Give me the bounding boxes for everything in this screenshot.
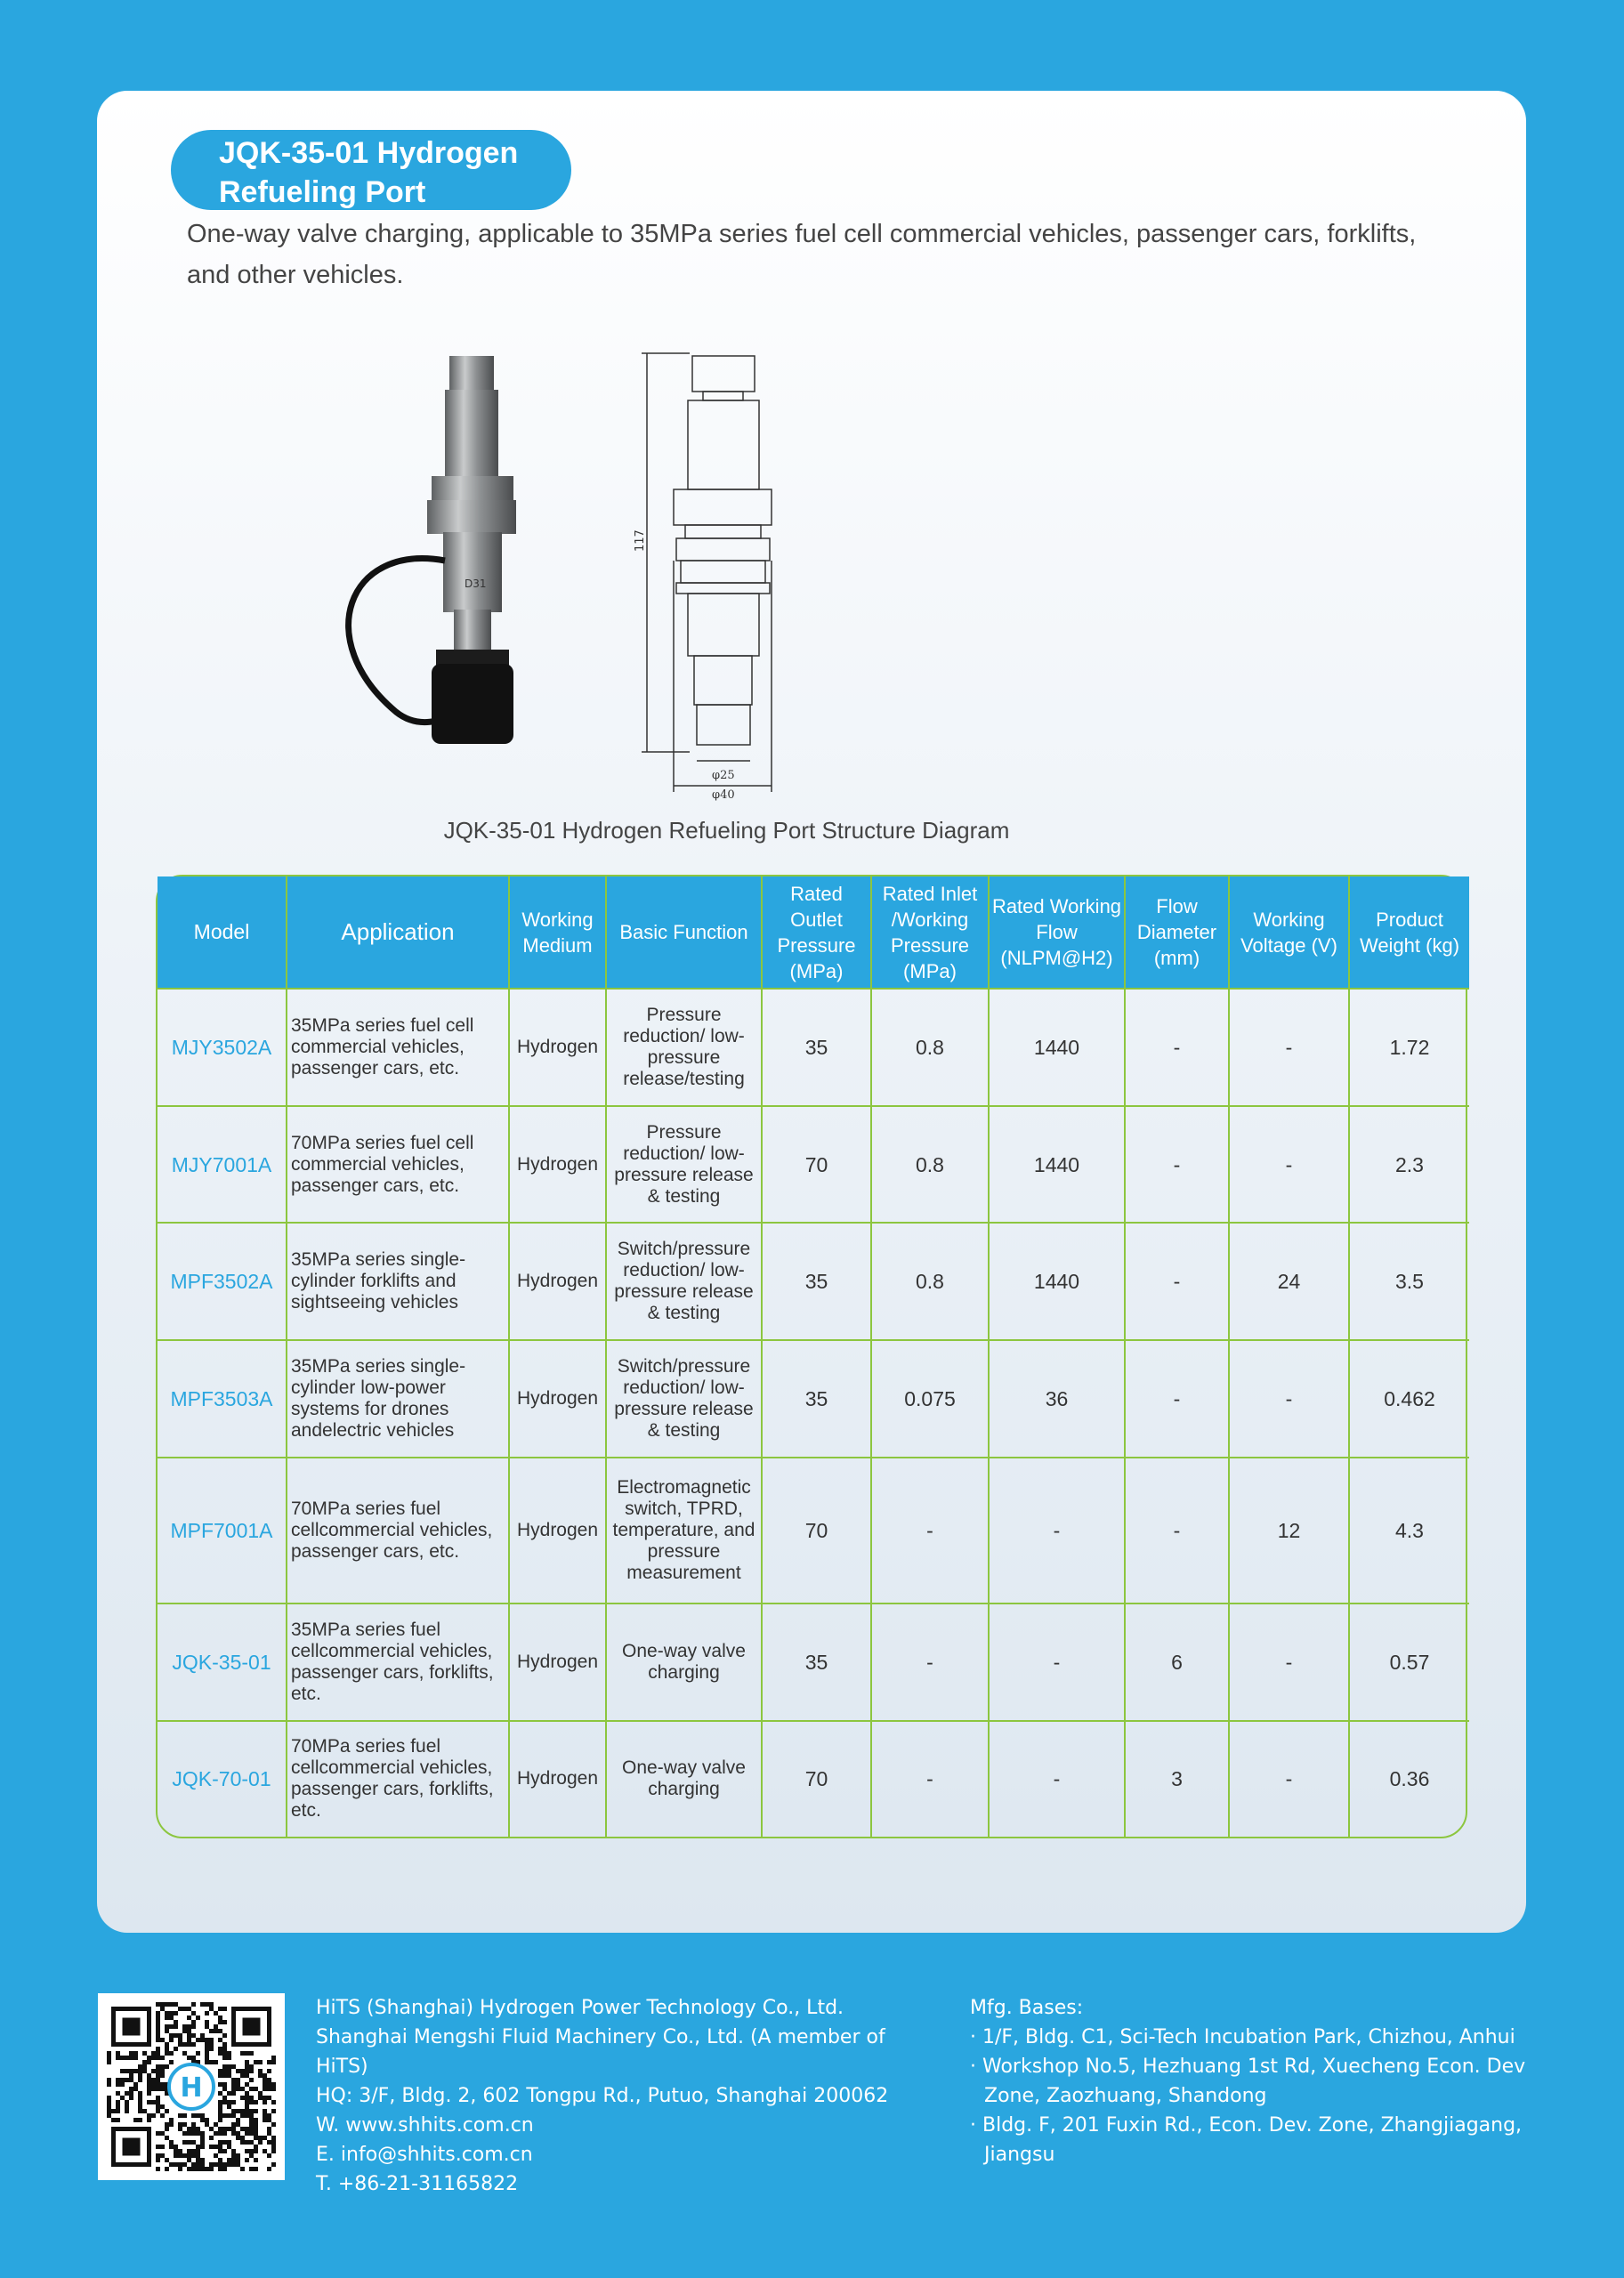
cell-flow-diameter: - [1125,1106,1229,1224]
cell-basic-function: Switch/pressure reduction/ low-pressure release & testing [606,1340,762,1458]
cell-working-voltage: - [1229,1721,1349,1837]
cell-working-medium: Hydrogen [509,1106,606,1224]
mfg-bases [970,1993,1539,2169]
cell-rated-inlet-pressure: - [871,1721,989,1837]
cell-working-voltage: - [1229,989,1349,1106]
cell-product-weight: 0.462 [1349,1340,1469,1458]
mfg-base-zhangjiagang: · Bldg. F, 201 Fuxin Rd., Econ. Dev. Zone, Zhangjiagang, Jiangsu [970,2114,1523,2166]
cell-application: 70MPa series fuel cellcommercial vehicles, passenger cars, etc. [287,1458,509,1603]
cell-rated-inlet-pressure: - [871,1603,989,1721]
cell-rated-inlet-pressure: 0.8 [871,1106,989,1224]
table-row [158,1721,1469,1837]
cell-working-voltage: - [1229,1603,1349,1721]
product-description: One-way valve charging, applicable to 35MPa series fuel cell commercial vehicles, passenger cars, forklifts, and other vehicles. [187,220,1417,289]
cell-working-medium: Hydrogen [509,1458,606,1603]
product-title-line2: Refueling Port [219,175,426,209]
cell-product-weight: 0.57 [1349,1603,1469,1721]
cell-model: JQK-70-01 [158,1721,287,1837]
header-application: Application [287,876,509,989]
product-title [171,130,571,210]
structure-diagram [636,343,832,805]
cell-working-medium: Hydrogen [509,1603,606,1721]
mfg-base-zaozhuang: · Workshop No.5, Hezhuang 1st Rd, Xuecheng Econ. Dev Zone, Zaozhuang, Shandong [970,2056,1526,2107]
cell-basic-function: One-way valve charging [606,1721,762,1837]
cell-rated-working-flow: 1440 [989,989,1125,1106]
cell-application: 70MPa series fuel cell commercial vehicles, passenger cars, etc. [287,1106,509,1224]
cell-model: MJY7001A [158,1106,287,1224]
product-photo [311,347,561,756]
cell-working-medium: Hydrogen [509,1340,606,1458]
header-working-medium: Working Medium [509,876,606,989]
cell-basic-function: Pressure reduction/ low-pressure release/testing [606,989,762,1106]
cell-working-medium: Hydrogen [509,1223,606,1340]
cell-rated-outlet-pressure: 70 [762,1721,871,1837]
cell-rated-working-flow: 36 [989,1340,1125,1458]
table-row [158,1223,1469,1340]
table-row [158,989,1469,1106]
company-info [316,1993,939,2199]
cell-model: MPF3503A [158,1340,287,1458]
header-rated-outlet-pressure: Rated Outlet Pressure (MPa) [762,876,871,989]
cell-rated-inlet-pressure: - [871,1458,989,1603]
cell-application: 35MPa series single-cylinder forklifts and sightseeing vehicles [287,1223,509,1340]
header-working-voltage: Working Voltage (V) [1229,876,1349,989]
cell-flow-diameter: - [1125,1223,1229,1340]
cell-working-voltage: - [1229,1340,1349,1458]
cell-rated-outlet-pressure: 35 [762,989,871,1106]
company-name-mengshi: Shanghai Mengshi Fluid Machinery Co., Ltd. (A member of HiTS) [316,2026,885,2078]
cell-rated-inlet-pressure: 0.8 [871,1223,989,1340]
table-row [158,1106,1469,1224]
dimension-d25: φ25 [712,769,735,782]
header-flow-diameter: Flow Diameter (mm) [1125,876,1229,989]
cell-rated-working-flow: - [989,1603,1125,1721]
cell-working-medium: Hydrogen [509,989,606,1106]
hq-address: HQ: 3/F, Bldg. 2, 602 Tongpu Rd., Putuo, Shanghai 200062 [316,2085,889,2107]
cell-rated-working-flow: 1440 [989,1106,1125,1224]
header-rated-working-flow: Rated Working Flow (NLPM@H2) [989,876,1125,989]
cell-working-medium: Hydrogen [509,1721,606,1837]
cell-flow-diameter: - [1125,989,1229,1106]
cell-working-voltage: 12 [1229,1458,1349,1603]
cell-application: 35MPa series fuel cellcommercial vehicles, passenger cars, forklifts, etc. [287,1603,509,1721]
header-product-weight: Product Weight (kg) [1349,876,1469,989]
cell-rated-outlet-pressure: 35 [762,1340,871,1458]
qr-code-icon [98,1993,285,2180]
cell-product-weight: 3.5 [1349,1223,1469,1340]
cell-basic-function: One-way valve charging [606,1603,762,1721]
cell-flow-diameter: 3 [1125,1721,1229,1837]
cell-rated-inlet-pressure: 0.8 [871,989,989,1106]
header-basic-function: Basic Function [606,876,762,989]
cell-flow-diameter: 6 [1125,1603,1229,1721]
mfg-base-chizhou: · 1/F, Bldg. C1, Sci-Tech Incubation Park, Chizhou, Anhui [970,2026,1515,2048]
cell-model: MJY3502A [158,989,287,1106]
cell-product-weight: 4.3 [1349,1458,1469,1603]
cell-model: MPF3502A [158,1223,287,1340]
website-link[interactable]: W. www.shhits.com.cn [316,2114,534,2137]
header-model: Model [158,876,287,989]
cell-rated-working-flow: 1440 [989,1223,1125,1340]
cell-application: 70MPa series fuel cellcommercial vehicles, passenger cars, forklifts, etc. [287,1721,509,1837]
cell-working-voltage: - [1229,1106,1349,1224]
product-title-line1: JQK-35-01 Hydrogen [219,136,519,170]
cell-flow-diameter: - [1125,1458,1229,1603]
cell-rated-outlet-pressure: 35 [762,1603,871,1721]
dimension-length: 117 [634,529,647,552]
cell-product-weight: 1.72 [1349,989,1469,1106]
cell-application: 35MPa series fuel cell commercial vehicles, passenger cars, etc. [287,989,509,1106]
phone-number: T. +86-21-31165822 [316,2173,519,2195]
company-name-hits: HiTS (Shanghai) Hydrogen Power Technology Co., Ltd. [316,1997,844,2019]
cell-working-voltage: 24 [1229,1223,1349,1340]
cell-basic-function: Switch/pressure reduction/ low-pressure release & testing [606,1223,762,1340]
cell-rated-working-flow: - [989,1721,1125,1837]
table-row [158,1340,1469,1458]
cell-rated-working-flow: - [989,1458,1125,1603]
cell-rated-outlet-pressure: 70 [762,1458,871,1603]
cell-product-weight: 2.3 [1349,1106,1469,1224]
cell-model: JQK-35-01 [158,1603,287,1721]
cell-product-weight: 0.36 [1349,1721,1469,1837]
cell-model: MPF7001A [158,1458,287,1603]
table-row [158,1458,1469,1603]
mfg-bases-title: Mfg. Bases: [970,1997,1084,2019]
cell-application: 35MPa series single-cylinder low-power systems for drones andelectric vehicles [287,1340,509,1458]
diagram-caption: JQK-35-01 Hydrogen Refueling Port Structure Diagram [443,817,1010,844]
svg-text:D31: D31 [465,578,487,590]
cell-rated-outlet-pressure: 35 [762,1223,871,1340]
email-link[interactable]: E. info@shhits.com.cn [316,2144,533,2166]
table-row [158,1603,1469,1721]
header-rated-inlet-pressure: Rated Inlet /Working Pressure (MPa) [871,876,989,989]
svg-text:H: H [180,2072,203,2104]
cell-basic-function: Pressure reduction/ low-pressure release & testing [606,1106,762,1224]
cell-basic-function: Electromagnetic switch, TPRD, temperature, and pressure measurement [606,1458,762,1603]
dimension-d40: φ40 [712,788,735,802]
cell-flow-diameter: - [1125,1340,1229,1458]
cell-rated-outlet-pressure: 70 [762,1106,871,1224]
spec-table [156,875,1467,1838]
cell-rated-inlet-pressure: 0.075 [871,1340,989,1458]
